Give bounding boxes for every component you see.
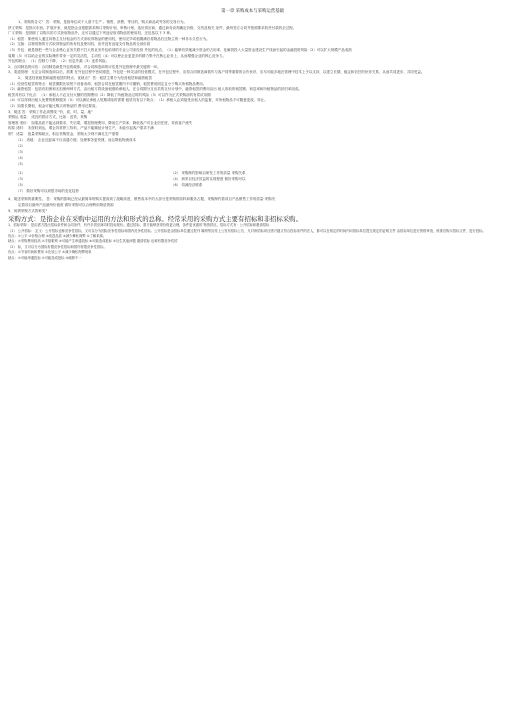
paragraph: （2）融资租赁：包括有担保和无担保两种方式，由出租方将设备租借给承租人，在合同期分支出类的支付计划中，融资租赁的费用由出 租人收取的租赁额，和息率和所租物品的折旧率组成。 [8, 87, 302, 92]
paragraph: 的原 适时： 未按时到达，增企异常停工待料，产品不能顺延计划生产，未能引起客户需求不满 [8, 126, 154, 131]
paragraph: 周期（3）可以给企业的实际操作带来一定的灵活性，主动性（4）可以使企业更更多的精力集中在核心业务上，从而增强企业的核心竞争力。 [8, 53, 226, 58]
list-item: （5） （6） 均减经济联系 [16, 183, 203, 188]
paragraph: 3、简述 答：采购工作必须围绕 "价，质，时，量，地" [8, 109, 93, 114]
paragraph: 定着项目最终产品最终价值度 做好采购可以合理利用物质资源 [18, 203, 114, 208]
paragraph: 则？ 适量： 批量采购缺点，积压采购资金，采购太少则不满足生产需要 [8, 131, 119, 136]
paragraph: 广义采购：是指除了以购买的方式获取物品外，还可以通过下列途径取得物品的使用权，还包括以下 3 种。 [8, 31, 174, 36]
paragraph: 4、简述采购的重要性。 答：采购的影响已经从最简单的购买提高到了战略高度，销售成本中的大部分是采购的原料和服务占据，采购制约着项目产品销售工作的质量·采购决 [8, 197, 275, 202]
paragraph: 缺点：①采购费用较高 ②手续繁琐 ③可能产生串通投标 ④可能造成抢标 ⑤衍生其他问题 邀请招标 也称有限竞争性招 [8, 239, 178, 244]
paragraph: （2）如果长期租，租金可能比购买该物品的 费用还要高。 [8, 103, 99, 108]
paragraph: 优点：①公平 ②价格合理 ③改进品质 ④减少舞私徇弊 ⑤了解来源。 [8, 234, 107, 239]
paragraph: （2）交换：以物易物的方式取得物品的所有权及使用权，但并没有直接支付物品的全部价款 [8, 42, 151, 47]
paragraph: 1、招标采购 ：是由需方提出招标条件和合同条件，有许多供应商同时投标报价。通过招标，需方能够获得价格更合理，条件更优惠的 物资供应。招标方式有：公开招标和邀请招标 [8, 223, 270, 228]
list-item: （5） [16, 162, 26, 167]
paragraph: 管理准 适价： 如果品质不能达到要求，失后果，增加管理费用，降低生产效率，降低客户对企业信任度，导致客户流失 [8, 120, 193, 125]
paragraph: 5、何谓采购方式的种类？ [8, 208, 49, 213]
list-item: （7） 做好采购可以到很市场的变化趋势 [16, 189, 79, 194]
paragraph: 缺点：①可能串通投标 ②可能造成抢标 ③倾移不一 [8, 255, 82, 260]
paragraph: （3）外包：就是指把一些与企业核心业务关联不打大的业务外包给别的专业公司来经营 外包的优点，（1）能够有效地减少资金的占用率，化解因投入大量资金建设生产线而引起的金融投资风险（2）可以扩大规模产品成熟 [8, 47, 352, 52]
paragraph: 优点：①节省时间和费用 ②比较公平 ③减少舞私徇弊现象 [8, 250, 92, 255]
paragraph: 1、采购的含义？ 答：采购，是指单位或个人基于生产 、销售、消费、等目的，购买商品或劳务的交易行为。 [18, 20, 187, 24]
paragraph: 2、合同制造的评估：合同制造商是外包的载体，对合同制造商的评估是外包管理中最关键的一环。 [8, 64, 161, 69]
paragraph: 外包的缺点：（1）控制力下降，（2）信息外漏（3）连带风险。 [8, 59, 110, 64]
list-item: （4） [16, 156, 26, 161]
paragraph: （1）经营性租赁的特点：租赁期限比较短于设备寿命，租赁合同在租赁期内不可撤销，租赁费用固定且小于购买所相物品费用。 [8, 81, 207, 86]
paragraph: 租赁具有以下优点：（1）承租人不必支付大额的首期费用（2）降低了所租物品过时的风险（3）可以作为正式采购前的有偿试用期 [8, 92, 211, 97]
paragraph: （1） 公开招标： 定义：公开招标也称竞争性招标，又可以分为国际竞争性招标和国内竞争性招标。公开招标是由招标单位通过报刊 媒网等宣传上公发布招标公告，凡对该招标项目感兴趣又符合投标条件的法人，都可以在规定的时间内向招标单位提交规定的证明文件 由招标单位进行资格审查，核准后购买招标文件，进行投标。 [8, 228, 486, 233]
paragraph: （2） 标，又可以分为国际有限竞争性招标和国内有限竞争性招标。 [8, 244, 107, 249]
list-item: （1） （2） 采购制约影响目研发工作的质量 采购关系 [16, 171, 246, 176]
document-title: 第一章 采购成本与采购运营基础 [221, 9, 284, 14]
list-item: （1） 适地： 企业近距离不仅沟通方便，处理事务更快捷，而且降低物流成本 [16, 138, 136, 143]
numbered-list [8, 137, 497, 167]
list-item: （3） （4） 到采目经济效益的实现程度 做好采购可以 [16, 177, 246, 182]
list-item: （2） [16, 144, 26, 149]
paragraph: 狭义采购：是指买东西。扩展开来，就是指企业根据需求制订采购计划，审核计划，选好供应商，通过商务谈判确定价格，交货及相关 条件，最终签订合同并按照要求收货付款的全过程。 [8, 25, 297, 30]
section-heading: 采购方式：是指企业在采购中运用的方法和形式的总称。经常采用的采购方式主要有招标和非招标采购。 [8, 215, 302, 224]
paragraph: 采购运 适量： 适宜的供应方式，比如：送货、采购 [8, 115, 88, 120]
list-item: （3） [16, 150, 26, 155]
paragraph: 2、 简述经营租赁和融资租赁的特点、优缺点？ 答：租赁主要分为经营租赁和融资租赁 [18, 75, 152, 80]
paragraph: （1）租赁：即使用人通过向物主支付租金的方式来取得物品的使用权，使用完毕或租期满后将物品归还物主的一种非永久性行为。 [8, 36, 210, 41]
paragraph: 3、渠道管理：无定合同制造商以后，需要 在外包过程中密切跟进，外包是一种灵活的经营模式，在外包过程中，应将合同制造商看作与客户同等重要的合作伙伴，应尽可能多地在管理中技术上予以支持，以建立长期、稳定和信任的伙伴关系，从而共同进步、共同受益。 [8, 70, 425, 75]
paragraph: （4）可以得到出租人免费的维修服务（5）可以满足承租人短期或临时需要 租赁具有以下缺点：（1）承租人必须接受出租人的监督，对所租物品不可随意更改、转让。 [8, 98, 268, 103]
